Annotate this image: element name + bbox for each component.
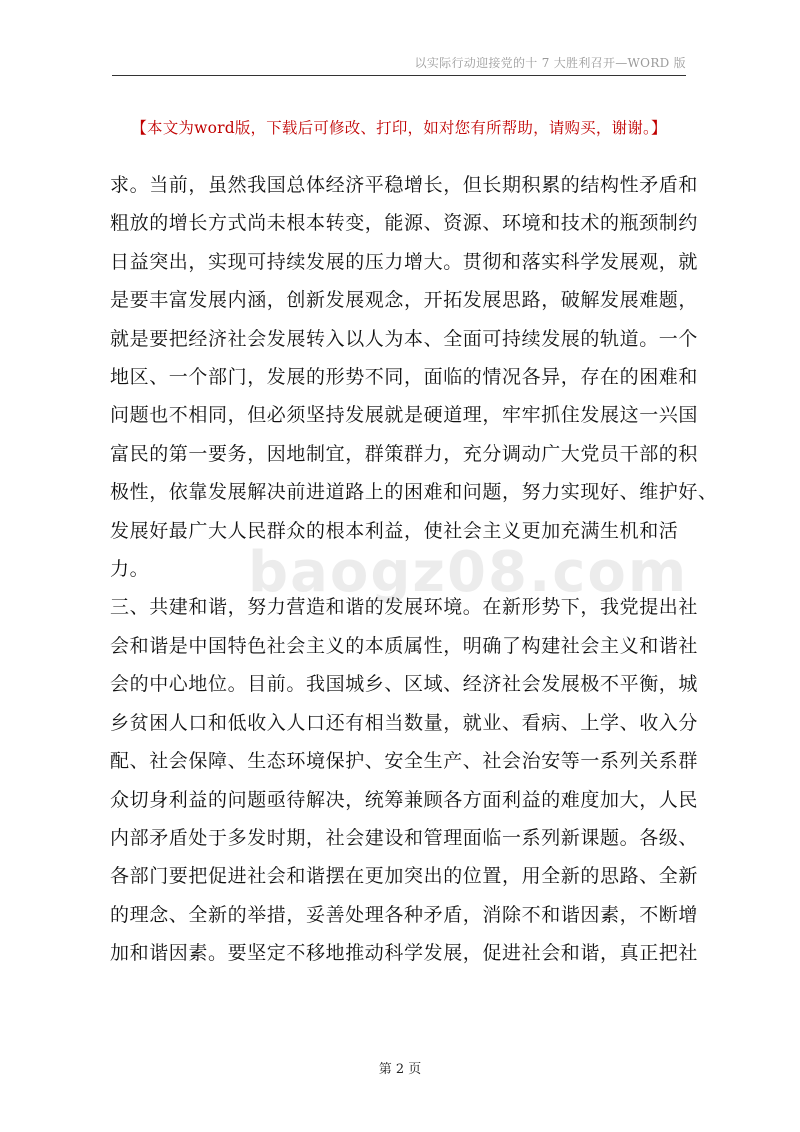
body-line: 日益突出，实现可持续发展的压力增大。贯彻和落实科学发展观，就 [110,250,699,273]
body-line: 会的中心地位。目前。我国城乡、区域、经济社会发展极不平衡，城 [110,673,699,696]
document-body [110,166,718,973]
body-line: 的理念、全新的举措，妥善处理各种矛盾，消除不和谐因素，不断增 [110,903,699,926]
body-line: 乡贫困人口和低收入人口还有相当数量，就业、看病、上学、收入分 [110,711,699,734]
body-line: 众切身利益的问题亟待解决，统筹兼顾各方面利益的难度加大，人民 [110,788,699,811]
body-line: 极性，依靠发展解决前进道路上的困难和问题，努力实现好、维护好、 [110,481,718,504]
page-header-title: 以实际行动迎接党的十 7 大胜利召开—WORD 版 [414,56,686,70]
body-line: 是要丰富发展内涵，创新发展观念，开拓发展思路，破解发展难题， [110,289,699,312]
body-line: 三、共建和谐，努力营造和谐的发展环境。在新形势下，我党提出社 [110,596,699,619]
body-line: 发展好最广大人民群众的根本利益，使社会主义更加充满生机和活 [110,519,679,542]
download-notice: 【本文为word版，下载后可修改、打印，如对您有所帮助，请购买，谢谢。】 [131,119,667,137]
body-line: 粗放的增长方式尚未根本转变，能源、资源、环境和技术的瓶颈制约 [110,212,699,235]
page-number: 第 2 页 [378,1062,422,1077]
body-line: 配、社会保障、生态环境保护、安全生产、社会治安等一系列关系群 [110,750,699,773]
body-line: 求。当前，虽然我国总体经济平稳增长，但长期积累的结构性矛盾和 [110,174,699,196]
body-line: 富民的第一要务，因地制宜，群策群力，充分调动广大党员干部的积 [110,442,699,465]
body-line: 内部矛盾处于多发时期，社会建设和管理面临一系列新课题。各级、 [110,826,699,849]
header-divider [112,75,686,76]
body-line: 问题也不相同，但必须坚持发展就是硬道理，牢牢抓住发展这一兴国 [110,404,699,427]
body-line: 各部门要把促进社会和谐摆在更加突出的位置，用全新的思路、全新 [110,865,699,888]
watermark: baogz08.com [248,540,689,605]
body-line: 地区、一个部门，发展的形势不同，面临的情况各异，存在的困难和 [110,366,699,389]
body-line: 就是要把经济社会发展转入以人为本、全面可持续发展的轨道。一个 [110,327,699,350]
body-line: 力。 [110,558,150,581]
body-line: 会和谐是中国特色社会主义的本质属性，明确了构建社会主义和谐社 [110,634,699,657]
body-line: 加和谐因素。要坚定不移地推动科学发展，促进社会和谐，真正把社 [110,942,699,965]
